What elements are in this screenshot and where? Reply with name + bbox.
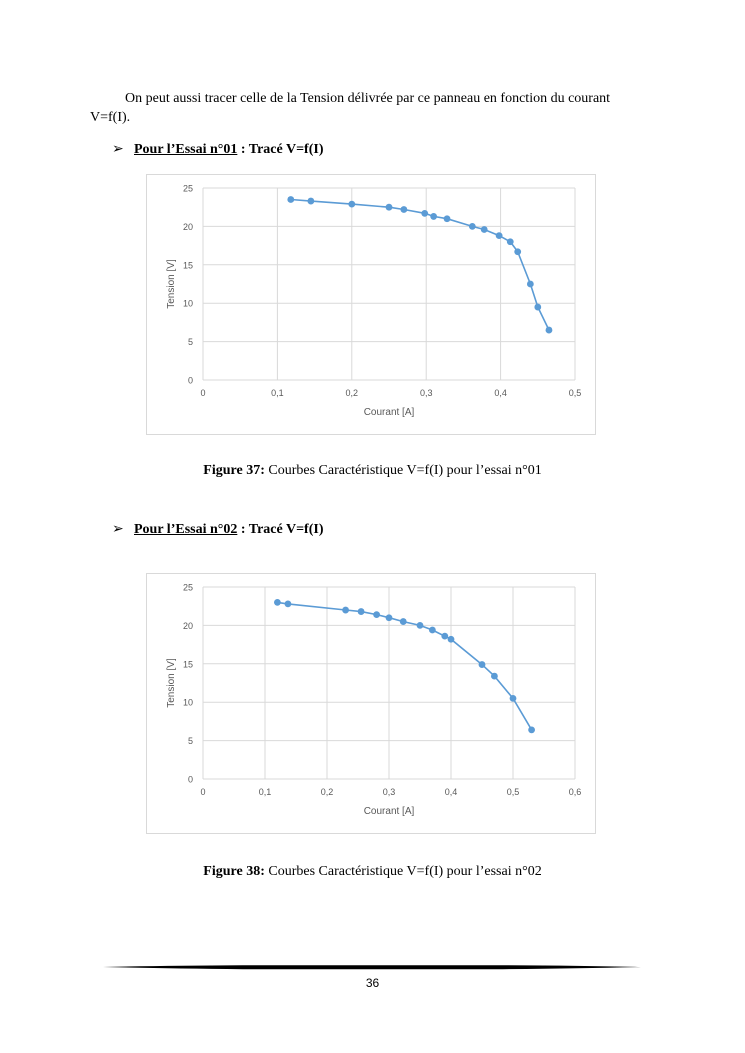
chart-svg-essai-02 (147, 574, 595, 833)
data-point (481, 226, 488, 233)
y-tick-label: 20 (182, 620, 193, 631)
x-tick-label: 0,5 (506, 787, 520, 797)
y-tick-label: 15 (182, 260, 193, 271)
y-tick-label: 5 (187, 337, 193, 348)
caption-text: Courbes Caractéristique V=f(I) pour l’essai n°01 (264, 463, 542, 478)
x-tick-label: 0,6 (568, 787, 582, 797)
data-point (285, 600, 292, 607)
data-point (444, 215, 451, 222)
arrow-bullet-icon: ➢ (112, 142, 124, 157)
y-tick-label: 25 (182, 183, 193, 194)
x-tick-label: 0,2 (320, 787, 334, 797)
y-tick-label: 20 (182, 221, 193, 232)
x-axis-label: Courant [A] (363, 806, 415, 817)
x-tick-label: 0,4 (444, 787, 458, 797)
data-point (507, 238, 514, 245)
x-tick-label: 0,5 (568, 388, 582, 398)
data-point (430, 213, 437, 220)
x-tick-label: 0 (200, 388, 206, 398)
chart-essai-02 (146, 573, 596, 834)
x-tick-label: 0,1 (271, 388, 284, 398)
data-point (469, 223, 476, 230)
data-point (441, 633, 448, 640)
y-tick-label: 10 (182, 697, 193, 708)
data-point (546, 327, 553, 334)
section-heading-essai-01 (112, 141, 323, 158)
arrow-bullet-icon: ➢ (112, 522, 124, 537)
page-number: 36 (365, 976, 380, 990)
data-point (386, 204, 393, 211)
data-point (514, 248, 521, 255)
data-point (448, 636, 455, 643)
data-point (342, 607, 349, 614)
heading-rest: : Tracé V=f(I) (237, 522, 324, 537)
y-axis-label: Tension [V] (166, 658, 177, 708)
section-heading-essai-02 (112, 521, 323, 538)
y-tick-label: 15 (182, 659, 193, 670)
data-point (421, 210, 428, 217)
x-axis-label: Courant [A] (363, 407, 415, 418)
data-point (400, 618, 407, 625)
x-tick-label: 0,1 (258, 787, 272, 797)
figure-caption-38 (0, 864, 745, 880)
data-point (527, 281, 534, 288)
data-point (534, 304, 541, 311)
y-tick-label: 10 (182, 298, 193, 309)
data-point (510, 695, 517, 702)
caption-label: Figure 38: (203, 864, 265, 879)
x-tick-label: 0 (200, 787, 206, 797)
data-point (491, 673, 498, 680)
caption-text: Courbes Caractéristique V=f(I) pour l’essai n°02 (264, 864, 542, 879)
x-tick-label: 0,3 (382, 787, 396, 797)
data-point (274, 599, 281, 606)
data-point (429, 627, 436, 634)
heading-rest: : Tracé V=f(I) (237, 142, 324, 157)
y-axis-label: Tension [V] (166, 259, 177, 309)
data-point (358, 608, 365, 615)
y-tick-label: 25 (182, 582, 193, 593)
y-tick-label: 0 (187, 375, 193, 386)
data-point (528, 726, 535, 733)
heading-underlined: Pour l’Essai n°01 (134, 142, 238, 157)
data-point (479, 661, 486, 668)
heading-underlined: Pour l’Essai n°02 (134, 522, 238, 537)
x-tick-label: 0,4 (494, 388, 507, 398)
data-point (400, 206, 407, 213)
x-tick-label: 0,2 (345, 388, 359, 398)
data-point (373, 611, 380, 618)
caption-label: Figure 37: (203, 463, 265, 478)
y-tick-label: 0 (187, 774, 193, 785)
data-point (307, 198, 314, 205)
data-point (348, 201, 355, 208)
figure-caption-37 (0, 463, 745, 479)
data-point (417, 622, 424, 629)
footer-rule (103, 963, 641, 971)
data-point (496, 232, 503, 239)
chart-svg-essai-01 (147, 175, 595, 434)
data-point (287, 196, 294, 203)
data-point (386, 614, 393, 621)
x-tick-label: 0,3 (419, 388, 433, 398)
y-tick-label: 5 (187, 736, 193, 747)
chart-essai-01 (146, 174, 596, 435)
intro-paragraph: On peut aussi tracer celle de la Tension délivrée par ce panneau en fonction du courant V=f(I). (90, 91, 611, 125)
